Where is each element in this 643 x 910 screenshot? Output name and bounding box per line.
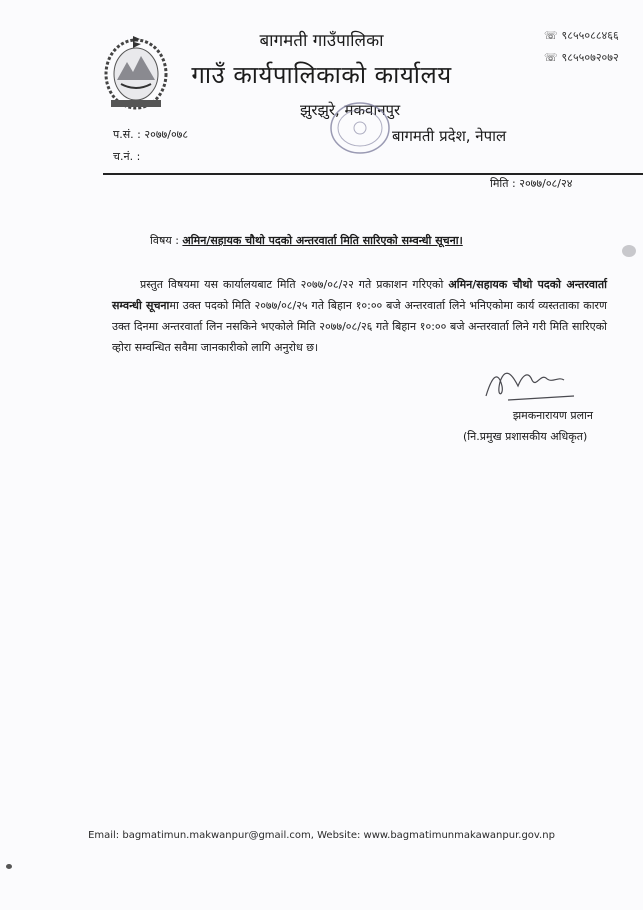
chalani-number: च.नं. : [113,150,141,163]
signatory-name: झमकनारायण प्रलान [512,409,593,422]
office-location: झुरझुरे, मकवानपुर [300,101,401,119]
body-part-2: मा उक्त पदको मिति २०७७/०८/२५ गते बिहान १०:०० बजे अन्तरवार्ता लिने भनिएकोमा कार्य व्यस्तताका कारण उक्त दिनमा अन्तरवार्ता लिन नसकिने भएकोले मिति २०७७/०८/२६ गते बिहान १०:०० बजे अन्तरवार्ता लिने गरी मिति सारिएको व्होरा सम्वन्धित सवैमा जानकारीको लागि अनुरोध छ। [112,299,607,354]
footer-contact: Email: bagmatimun.makwanpur@gmail.com, Website: www.bagmatimunmakawanpur.gov.np [88,830,555,841]
paper-speck [6,864,12,869]
header-divider [103,173,643,175]
subject-text: अमिन/सहायक चौथो पदको अन्तरवार्ता मिति सारिएको सम्वन्धी सूचना। [182,234,463,247]
phone-icon: ☏ [544,29,558,42]
phone-icon: ☏ [544,51,558,64]
office-seal-stamp [328,100,392,156]
province-country: बागमती प्रदेश, नेपाल [392,127,507,145]
phone-line-1 [544,28,619,43]
handwritten-signature [478,356,584,406]
phone-number: ९८५५०८८४६६ [561,29,619,42]
paper-speck [622,245,636,257]
phone-line-2 [544,50,619,65]
municipality-name: बागमती गाउँपालिका [259,31,384,51]
body-paragraph [112,274,607,358]
phone-number: ९८५५०७२०७२ [561,51,619,64]
patra-sankhya: प.सं. : २०७७/०७८ [113,128,189,141]
body-notice-title: अमिन/सहायक चौथो पदको अन्तरवार्ता सम्वन्धी सूचना [112,278,608,312]
body-part-1: प्रस्तुत विषयमा यस कार्यालयबाट मिति २०७७/०८/२२ गते प्रकाशन गरिएको [140,278,449,291]
letter-date: मिति : २०७७/०८/२४ [490,177,573,190]
office-name: गाउँ कार्यपालिकाको कार्यालय [191,61,452,89]
signatory-title: (नि.प्रमुख प्रशासकीय अधिकृत) [463,430,588,443]
subject-line [150,233,463,248]
subject-label: विषय : [150,234,183,247]
